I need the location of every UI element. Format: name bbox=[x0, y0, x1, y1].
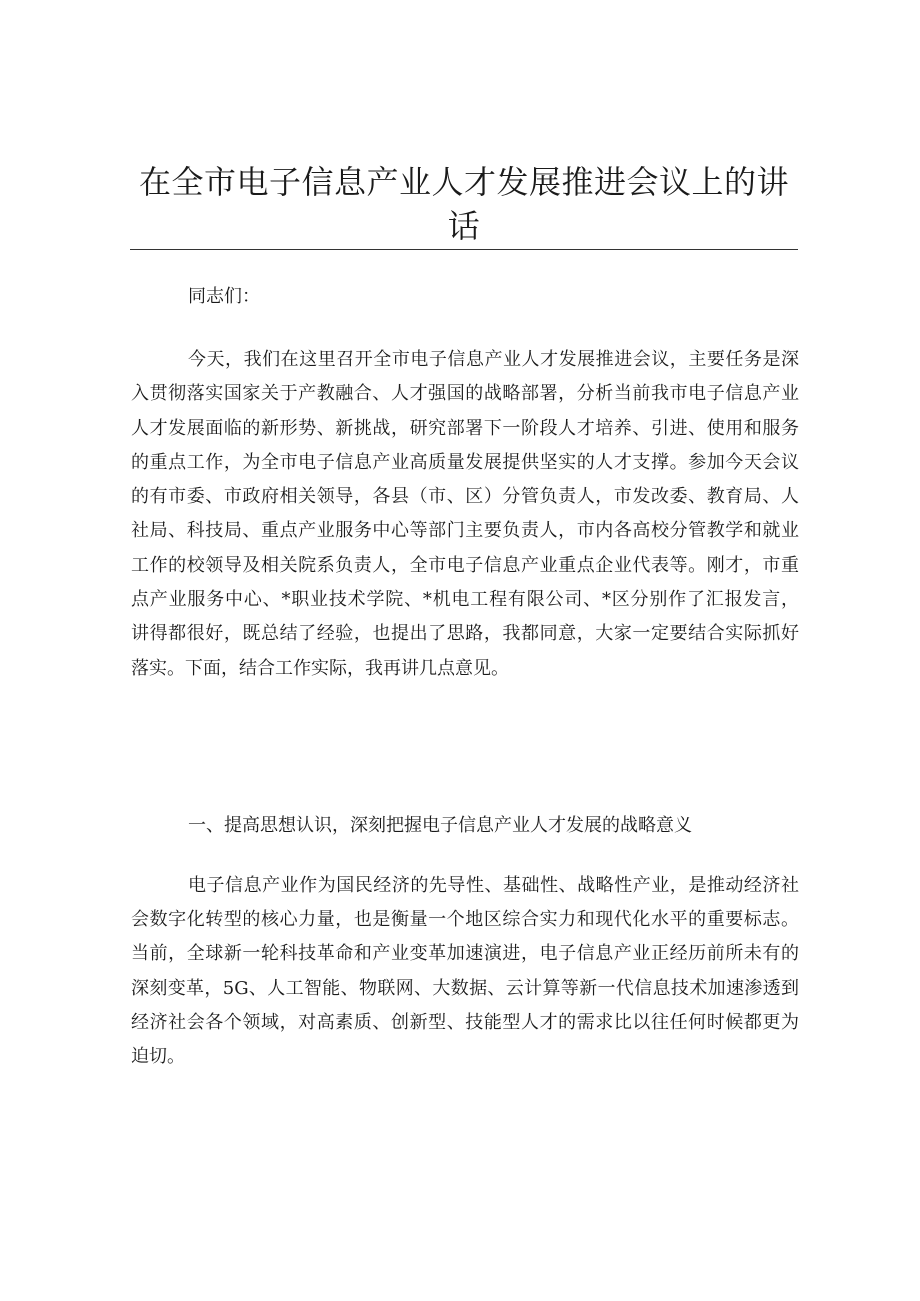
title-line-2: 话 bbox=[447, 207, 481, 245]
paragraph-opening bbox=[131, 343, 799, 686]
paragraph-section-1 bbox=[131, 869, 799, 1074]
paragraph-line: 会数字化转型的核心力量，也是衡量一个地区综合实力和现代化水平的重要标志。 bbox=[131, 909, 799, 931]
paragraph-line: 社局、科技局、重点产业服务中心等部门主要负责人，市内各高校分管教学和就业 bbox=[131, 520, 799, 542]
paragraph-line: 工作的校领导及相关院系负责人，全市电子信息产业重点企业代表等。刚才，市重 bbox=[131, 554, 799, 576]
paragraph-line: 人才发展面临的新形势、新挑战，研究部署下一阶段人才培养、引进、使用和服务 bbox=[131, 417, 799, 439]
paragraph-line: 今天，我们在这里召开全市电子信息产业人才发展推进会议，主要任务是深 bbox=[188, 349, 799, 370]
paragraph-line: 的有市委、市政府相关领导，各县（市、区）分管负责人，市发改委、教育局、人 bbox=[131, 486, 799, 508]
title-underline bbox=[130, 249, 798, 250]
paragraph-line: 经济社会各个领域，对高素质、创新型、技能型人才的需求比以往任何时候都更为 bbox=[131, 1011, 799, 1033]
paragraph-line: 入贯彻落实国家关于产教融合、人才强国的战略部署，分析当前我市电子信息产业 bbox=[131, 383, 799, 405]
paragraph-line: 迫切。 bbox=[131, 1045, 185, 1067]
paragraph-line: 点产业服务中心、*职业技术学院、*机电工程有限公司、*区分别作了汇报发言， bbox=[131, 589, 799, 611]
paragraph-line: 讲得都很好，既总结了经验，也提出了思路，我都同意，大家一定要结合实际抓好 bbox=[131, 623, 799, 645]
paragraph-line: 的重点工作，为全市电子信息产业高质量发展提供坚实的人才支撑。参加今天会议 bbox=[131, 451, 799, 473]
section-heading-1: 一、提高思想认识，深刻把握电子信息产业人才发展的战略意义 bbox=[188, 815, 692, 836]
paragraph-line: 当前，全球新一轮科技革命和产业变革加速演进，电子信息产业正经历前所未有的 bbox=[131, 943, 799, 965]
paragraph-line: 落实。下面，结合工作实际，我再讲几点意见。 bbox=[131, 657, 509, 679]
paragraph-line: 电子信息产业作为国民经济的先导性、基础性、战略性产业，是推动经济社 bbox=[188, 875, 799, 896]
title-line-1: 在全市电子信息产业人才发展推进会议上的讲 bbox=[138, 163, 789, 201]
salutation: 同志们： bbox=[188, 286, 260, 307]
paragraph-line: 深刻变革，5G、人工智能、物联网、大数据、云计算等新一代信息技术加速渗透到 bbox=[131, 977, 799, 999]
document-title bbox=[130, 160, 798, 248]
